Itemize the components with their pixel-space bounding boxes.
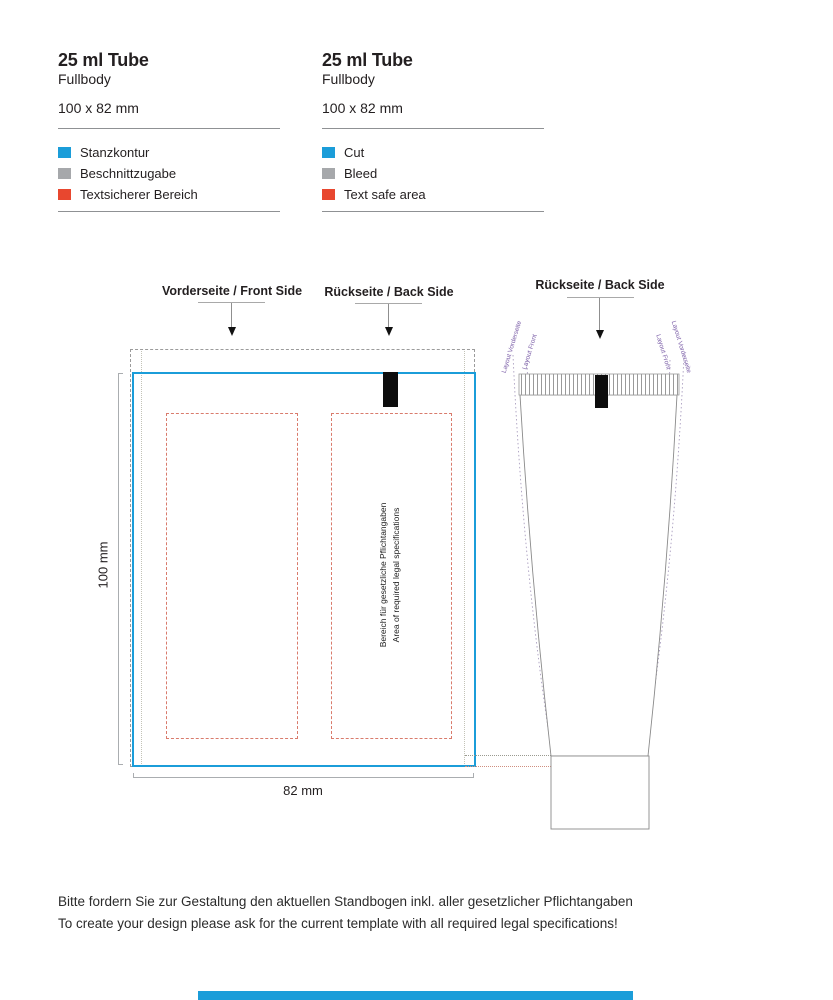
bottom-accent-bar	[198, 991, 633, 1000]
legend-item-bleed	[322, 163, 426, 184]
divider	[322, 128, 544, 129]
tube-cap-outline	[551, 756, 649, 829]
legend-item-cut	[58, 142, 198, 163]
bleed-color-swatch	[322, 168, 335, 179]
tube-back-side-arrow-line	[599, 298, 600, 330]
bleed-color-swatch	[58, 168, 71, 179]
width-dimension-line	[133, 777, 474, 778]
tube-registration-mark	[595, 375, 608, 408]
product-title-de: 25 ml Tube	[58, 50, 149, 70]
product-subtitle-de: Fullbody	[58, 70, 111, 87]
back-side-label: Rückseite / Back Side	[324, 285, 454, 299]
registration-mark	[383, 372, 398, 407]
tube-back-side-label: Rückseite / Back Side	[535, 278, 665, 292]
legend-item-text-safe	[322, 184, 426, 205]
tube-back-side-underline	[567, 297, 634, 298]
divider	[58, 211, 280, 212]
product-size-en: 100 x 82 mm	[322, 100, 403, 117]
legal-note-de: Bereich für gesetzliche Pflichtangaben	[377, 502, 388, 648]
front-side-label: Vorderseite / Front Side	[161, 284, 303, 298]
legal-area-note	[377, 503, 403, 648]
tube-body-outline	[520, 395, 677, 756]
product-size-de: 100 x 82 mm	[58, 100, 139, 117]
legend-german	[58, 142, 198, 205]
footer-note-en: To create your design please ask for the current template with all required legal specifications!	[58, 915, 618, 931]
back-side-arrow-line	[388, 304, 389, 327]
header-english	[322, 50, 552, 202]
layout-front-label-left: Layout Front	[521, 333, 539, 371]
height-dimension-label: 100 mm	[95, 541, 111, 589]
dimension-tick	[118, 373, 123, 374]
legend-item-cut	[322, 142, 426, 163]
layout-vorderseite-label-right: Layout Vorderseite	[669, 320, 693, 374]
layout-vorderseite-label-left: Layout Vorderseite	[500, 320, 524, 374]
layout-front-label-right: Layout Front	[654, 333, 672, 371]
height-dimension-line	[118, 373, 119, 765]
divider	[322, 211, 544, 212]
product-title-en: 25 ml Tube	[322, 50, 413, 70]
cut-color-swatch	[322, 147, 335, 158]
header-german	[58, 50, 288, 202]
front-side-arrowhead-icon	[228, 327, 236, 336]
legend-label: Cut	[344, 145, 365, 160]
legend-label: Bleed	[344, 166, 378, 181]
divider	[58, 128, 280, 129]
tube-drawing	[505, 340, 700, 835]
legend-label: Beschnittzugabe	[80, 166, 177, 181]
legend-label: Text safe area	[344, 187, 426, 202]
dimension-tick	[133, 773, 134, 778]
front-side-arrow-line	[231, 303, 232, 327]
legend-item-text-safe	[58, 184, 198, 205]
dimension-tick	[118, 764, 123, 765]
dimension-tick	[473, 773, 474, 778]
text-safe-area-front	[166, 413, 298, 739]
legend-english	[322, 142, 426, 205]
legend-item-bleed	[58, 163, 198, 184]
text-safe-color-swatch	[322, 189, 335, 200]
product-subtitle-en: Fullbody	[322, 70, 375, 87]
legend-label: Stanzkontur	[80, 145, 150, 160]
tube-back-side-arrowhead-icon	[596, 330, 604, 339]
legal-note-en: Area of required legal specifications	[391, 507, 401, 643]
footer-note-de: Bitte fordern Sie zur Gestaltung den aktuellen Standbogen inkl. aller gesetzlicher Pflichtangaben	[58, 894, 633, 909]
width-dimension-label: 82 mm	[283, 783, 323, 798]
cut-color-swatch	[58, 147, 71, 158]
back-side-arrowhead-icon	[385, 327, 393, 336]
footer-note	[58, 891, 633, 934]
legend-label: Textsicherer Bereich	[80, 187, 198, 202]
text-safe-color-swatch	[58, 189, 71, 200]
